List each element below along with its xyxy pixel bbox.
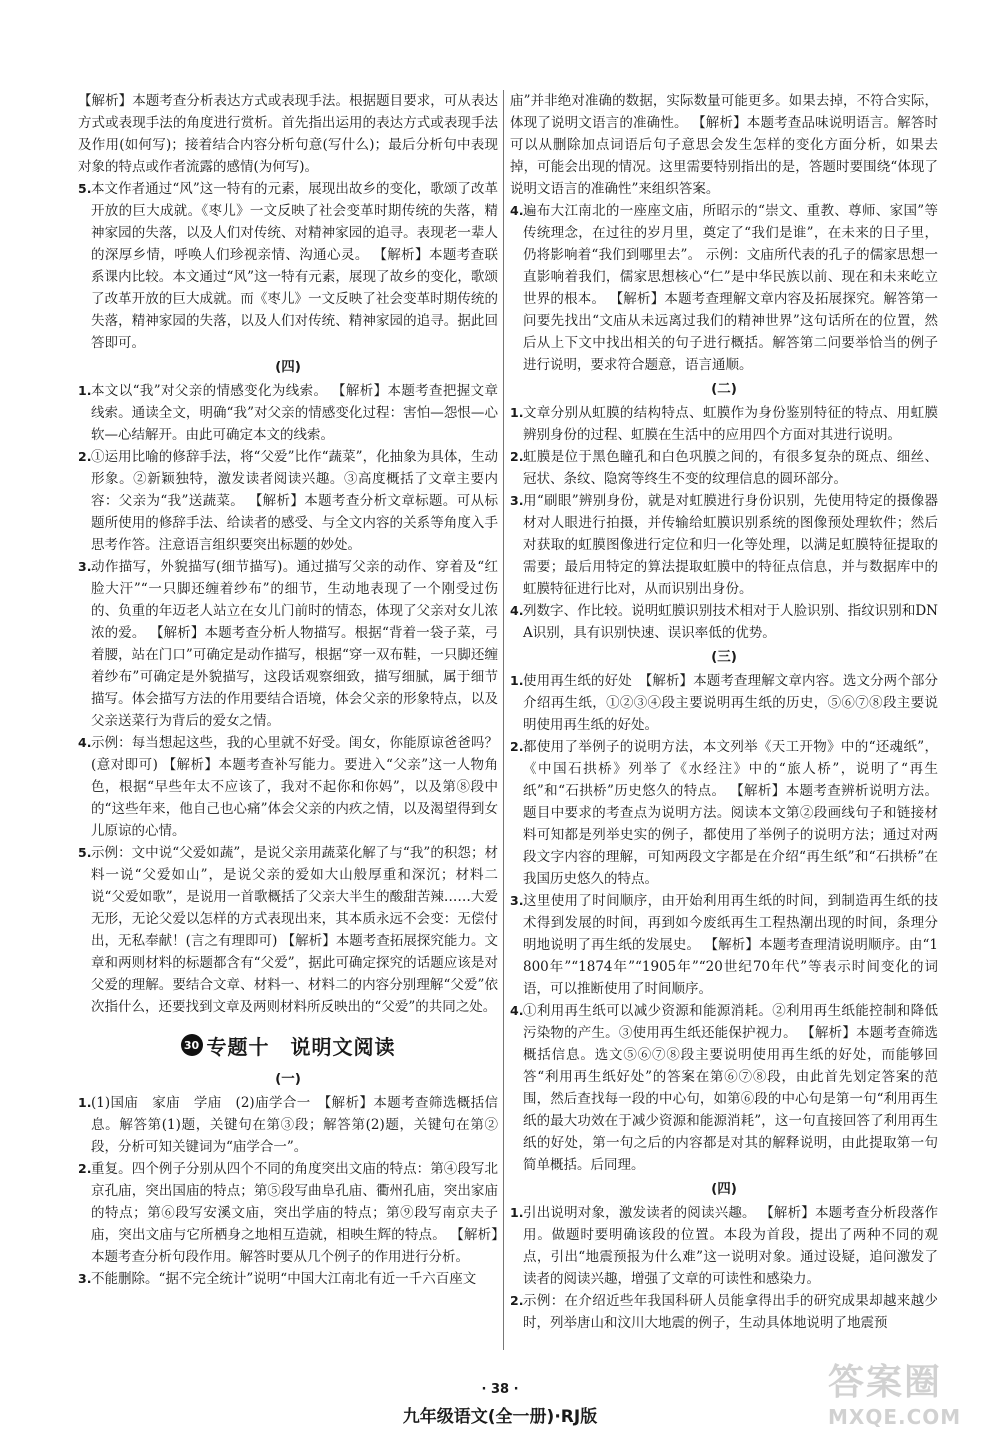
item-text: 这里使用了时间顺序，由开始利用再生纸的时间，到制造再生纸的技术得到发展的时间，再到如今废纸再生工程热潮出现的时间，条理分明地说明了再生纸的发展史。 【解析】本题考查理清说明顺序。由“1800年”“1874年”“1905年”“20世纪70年代”等表示时间变化的词语，可以推断使用了时间顺序。 xyxy=(523,893,938,997)
watermark-logo xyxy=(828,1354,978,1428)
item-text: 用“刷眼”辨别身份，就是对虹膜进行身份识别，先使用特定的摄像器材对人眼进行拍摄，并传输给虹膜识别系统的图像预处理软件；然后对获取的虹膜图像进行定位和归一化等处理，以满足虹膜特征提取的需要；最后用特定的算法提取虹膜中的特征点信息，并与数据库中的虹膜特征进行比对，从而识别出身份。 xyxy=(523,493,938,597)
answer-item xyxy=(78,732,498,842)
answer-item xyxy=(510,670,938,736)
item-number: 5. xyxy=(78,845,92,860)
answer-item xyxy=(78,1092,498,1158)
item-number: 4. xyxy=(78,735,92,750)
item-text: 文章分别从虹膜的结构特点、虹膜作为身份鉴别特征的特点、用虹膜辨别身份的过程、虹膜在生活中的应用四个方面对其进行说明。 xyxy=(523,405,938,443)
book-title: 九年级语文(全一册)·RJ版 xyxy=(402,1407,598,1427)
answer-item xyxy=(510,200,938,376)
item-text: 重复。四个例子分别从四个不同的角度突出文庙的特点：第④段写北京孔庙，突出国庙的特点；第⑤段写曲阜孔庙、衢州孔庙，突出家庙的特点；第⑥段写安溪文庙，突出学庙的特点；第⑨段写南京夫子庙，突出文庙与它所栖身之地相互造就，相映生辉的特点。 【解析】本题考查分析句段作用。解答时要从几个例子的作用进行分析。 xyxy=(91,1161,498,1265)
answer-item xyxy=(510,1290,938,1334)
right-column xyxy=(510,90,938,1334)
item-text: 本文以“我”对父亲的情感变化为线索。 【解析】本题考查把握文章线索。通读全文，明确“我”对父亲的情感变化过程：害怕—怨恨—心软—心结解开。由此可确定本文的线索。 xyxy=(91,383,498,443)
left-column xyxy=(78,90,498,1290)
item-number: 2. xyxy=(510,739,524,754)
item-number: 2. xyxy=(78,449,92,464)
answer-item xyxy=(510,490,938,600)
section-number-badge: 30 xyxy=(181,1034,203,1056)
answer-item xyxy=(510,1202,938,1290)
answer-item xyxy=(510,600,938,644)
subsection-heading: (四) xyxy=(275,359,301,375)
subsection-heading: (二) xyxy=(711,381,737,397)
item-number: 4. xyxy=(510,1003,524,1018)
answer-item xyxy=(510,1000,938,1176)
subsection-heading: (一) xyxy=(275,1071,301,1087)
answer-item xyxy=(510,736,938,890)
answer-item xyxy=(78,1158,498,1268)
item-text: 列数字、作比较。说明虹膜识别技术相对于人脸识别、指纹识别和DNA识别，具有识别快速、误识率低的优势。 xyxy=(523,603,938,641)
item-number: 1. xyxy=(78,1095,92,1110)
item-text: 引出说明对象，激发读者的阅读兴趣。 【解析】本题考查分析段落作用。做题时要明确该段的位置。本段为首段，提出了两种不同的观点，引出“地震预报为什么难”这一说明对象。通过设疑，追问激发了读者的阅读兴趣，增强了文章的可读性和感染力。 xyxy=(523,1205,938,1287)
item-text: 都使用了举例子的说明方法，本文列举《天工开物》中的“还魂纸”，《中国石拱桥》列举了《水经注》中的“旅人桥”，说明了“再生纸”和“石拱桥”历史悠久的特点。 【解析】本题考查辨析说明方法。题目中要求的考查点为说明方法。阅读本文第②段画线句子和链接材料可知都是列举史实的例子，都使用了举例子的说明方法；通过对两段文字内容的理解，可知两段文字都是在介绍“再生纸”和“石拱桥”在我国历史悠久的特点。 xyxy=(523,739,938,887)
item-number: 3. xyxy=(78,559,92,574)
item-number: 2. xyxy=(510,1293,524,1308)
item-text: 示例：文中说“父爱如蔬”，是说父亲用蔬菜化解了与“我”的积怨；材料一说“父爱如山”，是说父亲的爱如大山般厚重和深沉；材料二说“父爱如歌”，是说用一首歌概括了父亲大半生的酸甜苦辣……大爱无形，无论父爱以怎样的方式表现出来，其本质永远不会变：无偿付出，无私奉献！(言之有理即可) 【解析】本题考查拓展探究能力。文章和两则材料的标题都含有“父爱”，据此可确定探究的话题应该是对父爱的理解。要结合文章、材料一、材料二的内容分别理解“父爱”依次指什么，还要找到文章及两则材料所反映出的“父爱”的共同之处。 xyxy=(91,845,498,1015)
answer-item xyxy=(510,890,938,1000)
item-number: 4. xyxy=(510,603,524,618)
answer-item xyxy=(510,446,938,490)
item-text: 使用再生纸的好处 【解析】本题考查理解文章内容。选文分两个部分介绍再生纸，①②③④段主要说明再生纸的历史，⑤⑥⑦⑧段主要说明使用再生纸的好处。 xyxy=(523,673,938,733)
item-number: 1. xyxy=(510,405,524,420)
item-text: ①运用比喻的修辞手法，将“父爱”比作“蔬菜”，化抽象为具体，生动形象。②新颖独特，激发读者阅读兴趣。③高度概括了文章主要内容：父亲为“我”送蔬菜。 【解析】本题考查分析文章标题。可从标题所使用的修辞手法、给读者的感受、与全文内容的关系等角度入手思考作答。注意语言组织要突出标题的妙处。 xyxy=(91,449,498,553)
answer-item xyxy=(78,556,498,732)
item-number: 4. xyxy=(510,203,524,218)
answer-paragraph: 庙”并非绝对准确的数据，实际数量可能更多。如果去掉，不符合实际，体现了说明文语言的准确性。 【解析】本题考查品味说明语言。解答时可以从删除加点词语后句子意思会发生怎样的变化方面分析，如果去掉，可能会出现的情况。这里需要特别指出的是，答题时要围绕“体现了说明文语言的准确性”来组织答案。 xyxy=(510,93,938,197)
subsection-heading: (四) xyxy=(711,1181,737,1197)
item-number: 3. xyxy=(78,1271,92,1286)
item-number: 1. xyxy=(510,1205,524,1220)
item-text: 遍布大江南北的一座座文庙，所昭示的“崇文、重教、尊师、家国”等传统理念，在过往的岁月里，奠定了“我们是谁”，在未来的日子里，仍将影响着“我们到哪里去”。 示例：文庙所代表的孔子的儒家思想一直影响着我们，儒家思想核心“仁”是中华民族以前、现在和未来屹立世界的根本。 【解析】本题考查理解文章内容及拓展探究。解答第一问要先找出“文庙从未远离过我们的精神世界”这句话所在的位置，然后从上下文中找出相关的句子进行概括。解答第二问要举恰当的例子进行说明，要求符合题意，语言通顺。 xyxy=(523,203,938,373)
answer-item xyxy=(78,842,498,1018)
item-text: 虹膜是位于黑色瞳孔和白色巩膜之间的，有很多复杂的斑点、细丝、冠状、条纹、隐窝等终生不变的纹理信息的圆环部分。 xyxy=(523,449,938,487)
item-text: ①利用再生纸可以减少资源和能源消耗。②利用再生纸能控制和降低污染物的产生。③使用再生纸还能保护视力。 【解析】本题考查筛选概括信息。选文⑤⑥⑦⑧段主要说明使用再生纸的好处，而能够回答“利用再生纸好处”的答案在第⑥⑦⑧段，由此首先划定答案的范围，然后查找每一段的中心句，如第⑥段的中心句是第一句“利用再生纸的最大功效在于减少资源和能源消耗”，这一句直接回答了利用再生纸的好处，第一句之后的内容都是对其的解释说明，由此提取第一句简单概括。后同理。 xyxy=(523,1003,938,1173)
watermark-sub-text: MXQE.COM xyxy=(828,1405,962,1429)
item-text: 动作描写，外貌描写(细节描写)。通过描写父亲的动作、穿着及“红脸大汗”“一只脚还缠着纱布”的细节，生动地表现了一个刚受过伤的、负重的年迈老人站立在女儿门前时的情态，体现了父亲对女儿浓浓的爱。 【解析】本题考查分析人物描写。根据“背着一袋子菜，弓着腰，站在门口”可确定是动作描写，根据“穿一双布鞋，一只脚还缠着纱布”可确定是外貌描写，这段话观察细致，描写细腻，属于细节描写。体会描写方法的作用要结合语境，体会父亲的形象特点，以及父亲送菜行为背后的爱女之情。 xyxy=(91,559,498,729)
item-number: 3. xyxy=(510,493,524,508)
item-number: 1. xyxy=(510,673,524,688)
answer-item xyxy=(78,446,498,556)
item-text: (1)国庙 家庙 学庙 (2)庙学合一 【解析】本题考查筛选概括信息。解答第(1)题，关键句在第③段；解答第(2)题，关键句在第②段，分析可知关键词为“庙学合一”。 xyxy=(91,1095,498,1155)
item-number: 1. xyxy=(78,383,92,398)
section-title-text: 专题十 说明文阅读 xyxy=(206,1034,396,1059)
item-text: 本文作者通过“风”这一特有的元素，展现出故乡的变化，歌颂了改革开放的巨大成就。《枣儿》一文反映了社会变革时期传统的失落，精神家园的失落，以及人们对传统、对精神家园的追寻。表现老一辈人的深厚乡情，呼唤人们珍视亲情、沟通心灵。 【解析】本题考查联系课内比较。本文通过“风”这一特有元素，展现了故乡的变化，歌颂了改革开放的巨大成就。而《枣儿》一文反映了社会变革时期传统的失落，精神家园的失落，以及人们对传统、精神家园的追寻。据此回答即可。 xyxy=(91,181,498,351)
column-divider xyxy=(503,90,504,1350)
answer-item xyxy=(510,402,938,446)
item-text: 示例：每当想起这些，我的心里就不好受。闺女，你能原谅爸爸吗？(意对即可) 【解析】本题考查补写能力。要进入“父亲”这一人物角色，根据“早些年太不应该了，我对不起你和你妈”，以及第⑧段中的“这些年来，他自己也心痛”体会父亲的内疚之情，以及渴望得到女儿原谅的心情。 xyxy=(91,735,498,839)
section-title xyxy=(78,1028,498,1062)
item-number: 2. xyxy=(510,449,524,464)
item-number: 3. xyxy=(510,893,524,908)
answer-paragraph: 【解析】本题考查分析表达方式或表现手法。根据题目要求，可从表达方式或表现手法的角度进行赏析。首先指出运用的表达方式或表现手法及作用(如何写)；接着结合内容分析句意(写什么)；最后分析句中表现对象的特点或作者流露的感情(为何写)。 xyxy=(78,93,498,175)
item-text: 不能删除。“据不完全统计”说明“中国大江南北有近一千六百座文 xyxy=(91,1271,477,1287)
answer-item xyxy=(78,1268,498,1290)
subsection-heading: (三) xyxy=(711,649,737,665)
item-number: 2. xyxy=(78,1161,92,1176)
answer-item xyxy=(78,380,498,446)
answer-item xyxy=(78,178,498,354)
item-number: 5. xyxy=(78,181,92,196)
watermark-main-text: 答案圈 xyxy=(828,1362,943,1403)
item-text: 示例：在介绍近些年我国科研人员能拿得出手的研究成果却越来越少时，列举唐山和汶川大地震的例子，生动具体地说明了地震预 xyxy=(523,1293,938,1331)
page-number: · 38 · xyxy=(481,1382,519,1397)
